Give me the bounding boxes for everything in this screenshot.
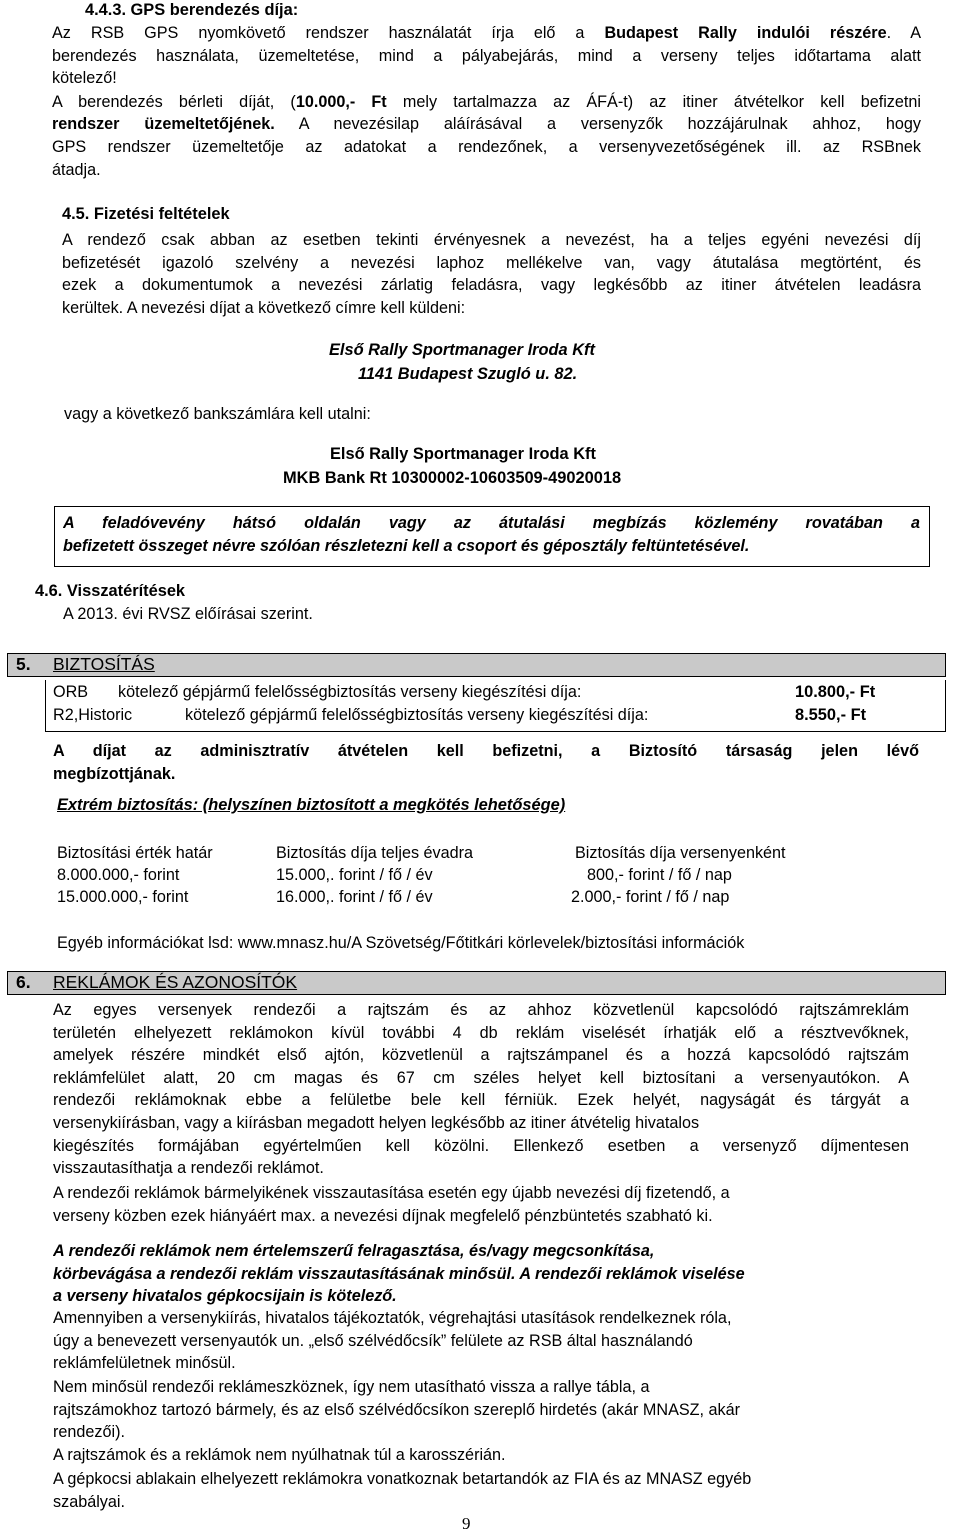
- ads-paragraph-1: [53, 999, 909, 1180]
- address-name: Első Rally Sportmanager Iroda Kft: [329, 341, 595, 359]
- ads-p1-line: rendezői reklámoknak ebbe a felületbe bele kell férniük. Ezek helyét, nagyságát és tárgyát a: [53, 1091, 909, 1110]
- fizetes-line-3: ezek a dokumentumok a nevezési zárlatig feladásra, vagy legkésőbb az itiner átvételen leadásra: [62, 276, 921, 295]
- ads-paragraph-4: [53, 1307, 909, 1375]
- rate-1-label: ORB: [53, 683, 89, 701]
- ads-p2-line: A rendezői reklámok bármelyikének visszautasítása esetén egy újabb nevezési díj fizetendő, a: [53, 1184, 730, 1202]
- ads-paragraph-7: [53, 1468, 909, 1513]
- bank-account: MKB Bank Rt 10300002-10603509-49020018: [283, 469, 622, 487]
- ads-p1-line: kiegészítés formájában egyértelműen kell közölni. Ellenkező esetben a versenyző díjmentesen: [53, 1136, 909, 1155]
- ads-p1-line: területén elhelyezett reklámokon kívül további 4 db reklám viselését írhatják elő a résztvevőknek,: [53, 1023, 909, 1042]
- fizetes-paragraph: [62, 229, 921, 319]
- table-row-2-col-1: 15.000.000,- forint: [57, 888, 189, 906]
- ads-p1-line: versenykiírásban, vagy a kiírásban megadott helyen legkésőbb az itiner átvételig hivatalos: [53, 1113, 700, 1132]
- gps-line-5: rendszer üzemeltetőjének. A nevezésilap aláírásával a versenyzők hozzájárulnak ahhoz, hogy: [52, 115, 921, 134]
- ads-p1-line: visszautasíthatja a rendezői reklámot.: [53, 1159, 324, 1178]
- gps-heading: 4.4.3. GPS berendezés díja:: [85, 1, 299, 19]
- notice-line-2: befizetett összeget névre szólóan részletezni kell a csoport és géposztály feltüntetésével.: [63, 536, 750, 555]
- ads-p5-line: Nem minősül rendezői reklámeszköznek, így nem utasítható vissza a rallye tábla, a: [53, 1378, 650, 1396]
- fizetes-line-4: kerültek. A nevezési díjat a következő címre kell küldeni:: [62, 298, 466, 317]
- ads-p3-line: körbevágása a rendezői reklám visszautasításának minősül. A rendezői reklámok viselése: [53, 1264, 745, 1283]
- ads-p5-line: rajtszámokhoz tartozó bármely, és az első szélvédőcsíkon szereplő hirdetés (akár MNASZ, akár: [53, 1400, 741, 1419]
- admin-line-2: megbízottjának.: [53, 764, 176, 783]
- ads-p7-line: szabályai.: [53, 1492, 125, 1511]
- table-header-1: Biztosítási érték határ: [57, 844, 213, 862]
- bank-name: Első Rally Sportmanager Iroda Kft: [330, 445, 596, 463]
- section-5-title: BIZTOSÍTÁS: [53, 654, 155, 674]
- gps-line-3: kötelező!: [52, 69, 117, 88]
- table-header-3: Biztosítás díja versenyenként: [575, 844, 786, 862]
- gps-line-1: Az RSB GPS nyomkövető rendszer használatát írja elő a Budapest Rally indulói részére. A: [52, 24, 921, 42]
- table-row-1-col-2: 15.000,. forint / fő / év: [276, 866, 433, 884]
- rate-1-price: 10.800,- Ft: [795, 683, 876, 701]
- ads-p1-line: Az egyes versenyek rendezői a rajtszám és az ahhoz közvetlenül kapcsolódó rajtszámreklám: [53, 1001, 909, 1019]
- ads-paragraph-6: A rajtszámok és a reklámok nem nyúlhatnak túl a karosszérián.: [53, 1446, 506, 1464]
- table-row-1-col-3: 800,- forint / fő / nap: [587, 866, 732, 884]
- notice-text: [63, 512, 920, 557]
- section-5-number: 5.: [16, 654, 31, 674]
- fizetes-line-1: A rendező csak abban az esetben tekinti érvényesnek a nevezést, ha a teljes egyéni nevezési díj: [62, 231, 921, 249]
- rate-2-price: 8.550,- Ft: [795, 706, 867, 724]
- admin-line-1: A díjat az adminisztratív átvételen kell befizetni, a Biztosító társaság jelen lévő: [53, 742, 919, 760]
- gps-line-2: berendezés használata, üzemeltetése, mind a pályabejárás, mind a verseny teljes időtartama alatt: [52, 46, 921, 65]
- rate-2-label: R2,Historic: [53, 706, 133, 724]
- ads-p7-line: A gépkocsi ablakain elhelyezett reklámokra vonatkoznak betartandók az FIA és az MNASZ egyéb: [53, 1470, 752, 1488]
- gps-paragraph: [52, 22, 921, 181]
- gps-line-4: A berendezés bérleti díját, (10.000,- Ft mely tartalmazza az ÁFÁ-t) az itiner átvételkor kell befizetni: [52, 92, 921, 111]
- page-number: 9: [462, 1514, 471, 1533]
- rate-2-text: kötelező gépjármű felelősségbiztosítás verseny kiegészítési díja:: [185, 706, 649, 724]
- extreme-insurance-title: Extrém biztosítás: (helyszínen biztosított a megkötés lehetősége): [57, 796, 566, 814]
- ads-p2-line: verseny közben ezek hiányáért max. a nevezési díjnak megfelelő pénzbüntetés szabható ki.: [53, 1206, 713, 1225]
- table-row-2-col-2: 16.000,. forint / fő / év: [276, 888, 433, 906]
- ads-p1-line: amelyek részére mindkét első ajtón, közvetlenül a rajtszámpanel és a hozzá kapcsolódó rajtszám: [53, 1046, 909, 1065]
- visszaterites-text: A 2013. évi RVSZ előírásai szerint.: [63, 605, 313, 623]
- address-street: 1141 Budapest Szugló u. 82.: [358, 365, 578, 383]
- visszaterites-heading: 4.6. Visszatérítések: [35, 582, 186, 600]
- ads-p4-line: Amennyiben a versenykiírás, hivatalos tájékoztatók, végrehajtási utasítások rendelkeznek róla,: [53, 1309, 732, 1327]
- table-row-1-col-1: 8.000.000,- forint: [57, 866, 180, 884]
- ads-paragraph-5: [53, 1376, 909, 1444]
- fizetes-line-2: befizetését igazoló szelvény a nevezési laphoz mellékelve van, vagy átutalása megtörtént, és: [62, 253, 921, 272]
- more-info-link-text: Egyéb információkat lsd: www.mnasz.hu/A Szövetség/Főtitkári körlevelek/biztosítási információk: [57, 934, 745, 952]
- ads-p3-line: A rendezői reklámok nem értelemszerű felragasztása, és/vagy megcsonkítása,: [53, 1242, 655, 1260]
- ads-paragraph-3: [53, 1240, 909, 1308]
- ads-p4-line: úgy a benevezett versenyautók un. „első szélvédőcsík” felülete az RSB által használandó: [53, 1331, 693, 1350]
- ads-paragraph-2: [53, 1182, 909, 1227]
- gps-line-6: GPS rendszer üzemeltetője az adatokat a rendezőnek, a versenyvezetőségének ill. az RSBnek: [52, 137, 921, 156]
- ads-p5-line: rendezői).: [53, 1423, 125, 1442]
- rate-1-text: kötelező gépjármű felelősségbiztosítás verseny kiegészítési díja:: [118, 683, 582, 701]
- gps-line-7: átadja.: [52, 160, 101, 179]
- fizetes-heading: 4.5. Fizetési feltételek: [62, 205, 230, 223]
- table-header-2: Biztosítás díja teljes évadra: [276, 844, 474, 862]
- bank-intro: vagy a következő bankszámlára kell utalni:: [64, 405, 371, 423]
- notice-line-1: A feladóvevény hátsó oldalán vagy az átutalási megbízás közlemény rovatában a: [63, 514, 920, 532]
- table-row-2-col-3: 2.000,- forint / fő / nap: [571, 888, 730, 906]
- admin-paragraph: [53, 740, 919, 785]
- ads-p1-line: reklámfelület alatt, 20 cm magas és 67 cm széles helyet kell biztosítani a versenyautókon. A: [53, 1068, 909, 1087]
- ads-p3-line: a verseny hivatalos gépkocsijain is kötelező.: [53, 1287, 397, 1306]
- section-6-title: REKLÁMOK ÉS AZONOSÍTÓK: [53, 972, 298, 992]
- section-6-number: 6.: [16, 972, 31, 992]
- ads-p4-line: reklámfelületnek minősül.: [53, 1354, 236, 1373]
